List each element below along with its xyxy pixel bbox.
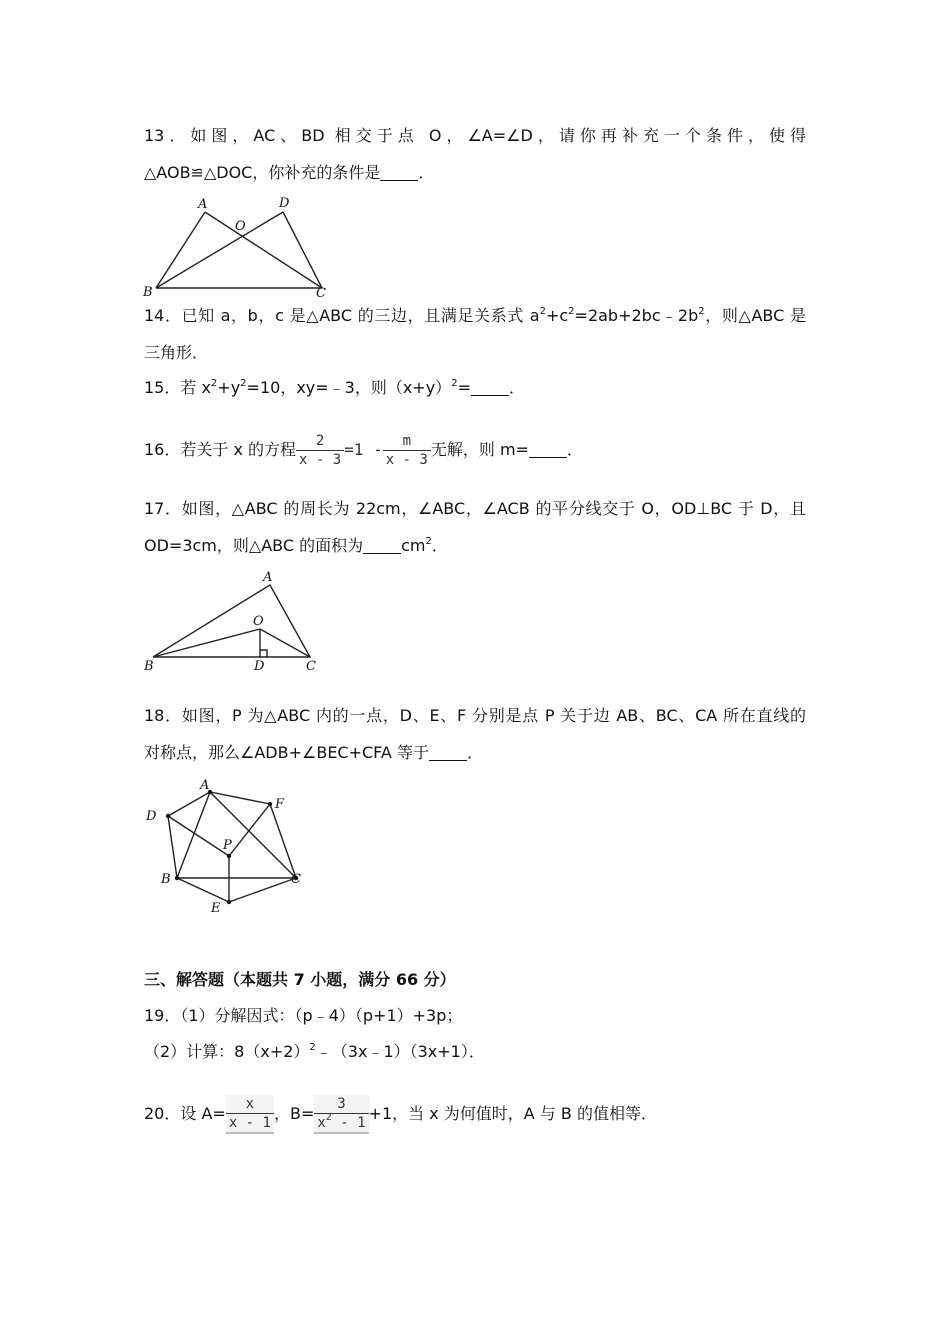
q16-end: ． <box>566 440 583 459</box>
q18-label-a: A <box>200 778 210 793</box>
q17-text-a: OD=3cm，则△ABC 的面积为 <box>144 536 364 555</box>
q18-label-c: C <box>291 872 301 887</box>
q14-text-a: 14．已知 a，b，c 是△ABC 的三边，且满足关系式 a <box>144 306 540 325</box>
q18-line2 <box>144 742 483 764</box>
q16-text-c: 无解，则 m= <box>430 440 529 459</box>
q15-sup-2: 2 <box>240 378 247 389</box>
q20-fracB-den-base: x <box>317 1115 326 1131</box>
q18-label-b: B <box>161 872 171 887</box>
q17-label-d: D <box>254 659 265 674</box>
q20-line <box>144 1092 657 1136</box>
q16-fraction-2 <box>383 432 431 469</box>
q19-sup: 2 <box>309 1042 316 1053</box>
q13-answer-blank <box>380 164 418 181</box>
q15-answer-blank <box>471 379 509 396</box>
q13-label-a: A <box>198 197 208 212</box>
q19-line2 <box>144 1041 485 1063</box>
q15-text-a: 15．若 x <box>144 378 211 397</box>
q20-text-c: +1，当 x 为何值时，A 与 B 的值相等． <box>368 1104 657 1123</box>
q16-answer-blank <box>529 441 567 458</box>
q17-label-a: A <box>263 570 273 585</box>
q14-sup-2: 2 <box>568 306 575 317</box>
q17-unit: cm <box>401 536 426 555</box>
q16-fraction-1 <box>296 432 344 469</box>
q16-frac2-denominator: x - 3 <box>383 450 431 469</box>
q13-segment-dc <box>283 212 322 288</box>
q20-fracA-numerator: x <box>245 1096 255 1112</box>
q18-label-e: E <box>211 901 221 916</box>
q19-line1: 19．（1）分解因式：（p﹣4）（p+1）+3p； <box>144 1006 463 1025</box>
q18-segment-pf <box>229 804 270 856</box>
section-3-heading: 三、解答题（本题共 7 小题，满分 66 分） <box>144 970 456 989</box>
q13-end: ． <box>418 163 435 182</box>
q17-answer-blank <box>363 537 401 554</box>
q18-point-b <box>175 876 179 880</box>
q17-right-angle-mark <box>260 650 267 657</box>
q18-figure <box>140 772 315 917</box>
q20-fraction-a <box>226 1095 274 1134</box>
q16-frac2-numerator: m <box>402 433 411 449</box>
q13-label-b: B <box>143 285 153 300</box>
q17-end: ． <box>431 536 448 555</box>
q20-fracB-numerator: 3 <box>337 1096 346 1112</box>
q15-end: ． <box>508 378 525 397</box>
q15-text-b: +y <box>217 378 241 397</box>
q15-sup-3: 2 <box>451 378 458 389</box>
q20-text-a: 20．设 A= <box>144 1104 226 1123</box>
q20-fracB-den-sup: 2 <box>325 1112 332 1123</box>
q17-label-c: C <box>306 659 316 674</box>
q14-text-c: =2ab+2bc﹣2b <box>574 306 699 325</box>
q17-segment-bo <box>153 629 260 657</box>
q16-text-b: =1 - <box>344 440 383 459</box>
q19-text-b: ﹣（3x﹣1）（3x+1）． <box>315 1042 485 1061</box>
q18-label-f: F <box>275 797 285 812</box>
q20-fracB-denominator <box>314 1113 368 1132</box>
q13-line1: 13．如图，AC、BD 相交于点 O，∠A=∠D，请你再补充一个条件，使得 <box>144 126 806 145</box>
q15-text-c: =10，xy=﹣3，则（x+y） <box>246 378 452 397</box>
q14-text-b: +c <box>545 306 569 325</box>
q13-label-d: D <box>279 196 290 211</box>
q18-line1: 18．如图，P 为△ABC 内的一点，D、E、F 分别是点 P 关于边 AB、BC、CA 所在直线的 <box>144 706 806 725</box>
q14-text-d: ，则△ABC 是 <box>704 306 806 325</box>
q17-label-b: B <box>144 659 154 674</box>
q18-point-f <box>268 802 272 806</box>
q17-line2 <box>144 535 448 557</box>
q14-sup-3: 2 <box>698 306 705 317</box>
q14-line1 <box>144 305 806 327</box>
q13-label-c: C <box>316 286 326 301</box>
q13-segment-ba <box>156 212 205 288</box>
q19-text-a: （2）计算：8（x+2） <box>144 1042 310 1061</box>
q13-figure <box>140 192 340 302</box>
q18-point-d <box>166 814 170 818</box>
q18-answer-blank <box>429 744 467 761</box>
q18-point-e <box>227 900 231 904</box>
q13-line2 <box>144 162 434 184</box>
q20-text-b: ，B= <box>273 1104 315 1123</box>
q13-text: △AOB≌△DOC，你补充的条件是 <box>144 163 381 182</box>
q20-fraction-b <box>314 1095 368 1134</box>
q18-label-p: P <box>223 838 232 853</box>
q16-line <box>144 430 583 470</box>
q15-line <box>144 377 525 399</box>
q16-frac1-numerator: 2 <box>315 433 325 449</box>
q18-label-d: D <box>146 809 157 824</box>
q18-segment-ab <box>177 792 210 878</box>
q18-end: ． <box>466 743 483 762</box>
q16-text-a: 16．若关于 x 的方程 <box>144 440 297 459</box>
q15-text-d: = <box>457 378 471 397</box>
q13-label-o: O <box>235 219 246 234</box>
q16-frac1-denominator: x - 3 <box>296 450 344 469</box>
q20-fracA-denominator: x - 1 <box>226 1113 274 1132</box>
q20-fracB-den-rest: - 1 <box>331 1115 366 1131</box>
q17-figure <box>140 566 340 678</box>
q14-sup-1: 2 <box>539 306 546 317</box>
q18-text-a: 对称点，那么∠ADB+∠BEC+CFA 等于 <box>144 743 429 762</box>
q17-sup: 2 <box>425 536 432 547</box>
q14-line2: 三角形． <box>144 343 209 362</box>
q15-sup-1: 2 <box>210 378 218 389</box>
q17-label-o: O <box>253 614 264 629</box>
q17-line1: 17．如图，△ABC 的周长为 22cm，∠ABC，∠ACB 的平分线交于 O，OD⊥BC 于 D，且 <box>144 499 806 518</box>
q17-triangle-abc <box>153 585 310 657</box>
q18-point-p <box>227 854 231 858</box>
